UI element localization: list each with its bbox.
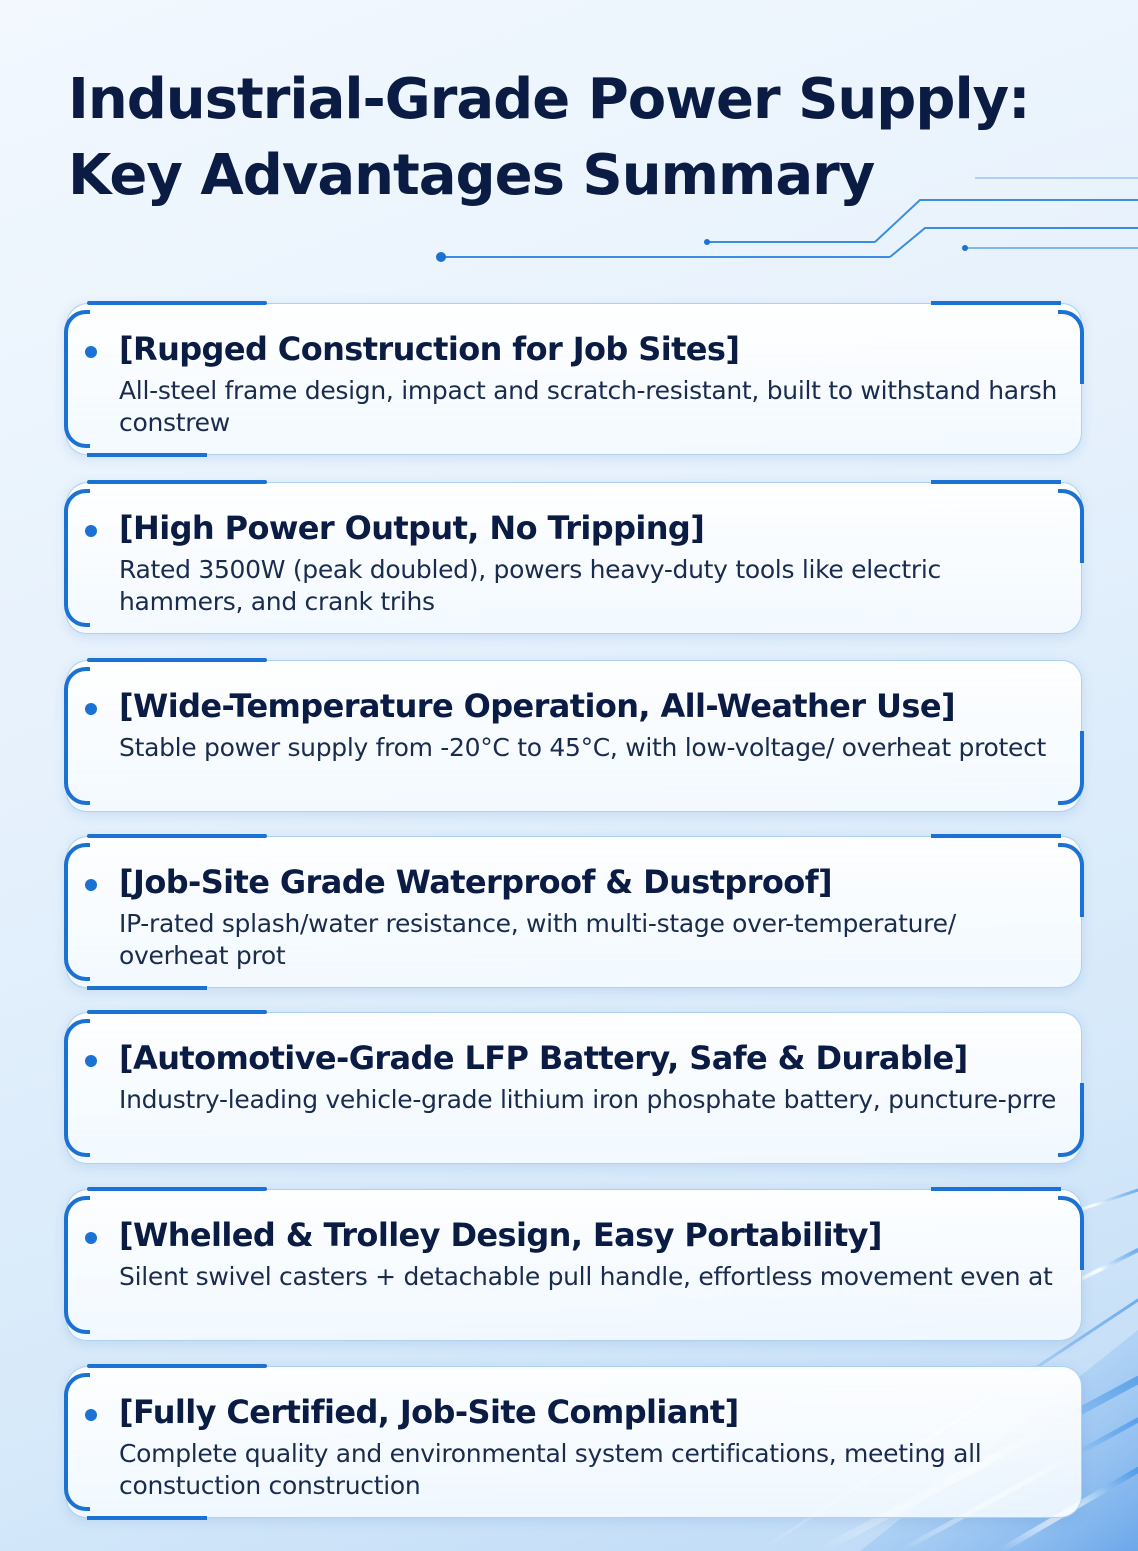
feature-description: IP-rated splash/water resistance, with multi-stage over-temperature/ overheat prot xyxy=(119,909,956,970)
feature-description: Stable power supply from -20°C to 45°C, with low-voltage/ overheat protect xyxy=(119,733,1047,762)
card-accent-left xyxy=(64,667,90,805)
card-accent-top-right xyxy=(931,1187,1061,1191)
card-accent-left xyxy=(64,1019,90,1157)
card-accent-top-right xyxy=(931,480,1061,484)
feature-title: [Job-Site Grade Waterproof & Dustproof] xyxy=(119,863,833,901)
card-accent-top xyxy=(87,1010,267,1014)
bullet-icon xyxy=(85,525,97,537)
card-accent-top xyxy=(87,1364,267,1368)
card-accent-left xyxy=(64,310,90,448)
card-accent-top xyxy=(87,480,267,484)
feature-title: [High Power Output, No Tripping] xyxy=(119,509,705,547)
bullet-icon xyxy=(85,1055,97,1067)
feature-description: Industry-leading vehicle-grade lithium iron phosphate battery, puncture-prre xyxy=(119,1085,1057,1114)
bullet-icon xyxy=(85,879,97,891)
page-title xyxy=(68,62,1068,214)
feature-card-trolley-design xyxy=(66,1189,1082,1341)
feature-card-certified xyxy=(66,1366,1082,1518)
feature-title: [Wide-Temperature Operation, All-Weather Use] xyxy=(119,687,955,725)
card-accent-bottom xyxy=(87,986,207,990)
feature-card-rugged-construction xyxy=(66,303,1082,455)
feature-description: Complete quality and environmental system certifications, meeting all constuction construction xyxy=(119,1439,982,1500)
card-accent-right xyxy=(1058,1083,1084,1157)
bullet-icon xyxy=(85,346,97,358)
bullet-icon xyxy=(85,703,97,715)
page-title-line-2: Key Advantages Summary xyxy=(68,143,875,208)
page-title-line-1: Industrial-Grade Power Supply: xyxy=(68,67,1030,132)
card-accent-left xyxy=(64,1196,90,1334)
card-accent-left xyxy=(64,843,90,981)
feature-description: Silent swivel casters + detachable pull handle, effortless movement even at xyxy=(119,1262,1053,1291)
feature-title: [Fully Certified, Job-Site Compliant] xyxy=(119,1393,739,1431)
bullet-icon xyxy=(85,1409,97,1421)
feature-card-wide-temperature xyxy=(66,660,1082,812)
feature-title: [Rupged Construction for Job Sites] xyxy=(119,330,740,368)
card-accent-top-right xyxy=(931,301,1061,305)
card-accent-top xyxy=(87,834,267,838)
card-accent-bottom xyxy=(87,1516,207,1520)
feature-title: [Whelled & Trolley Design, Easy Portability] xyxy=(119,1216,882,1254)
card-accent-top xyxy=(87,658,267,662)
card-accent-top xyxy=(87,1187,267,1191)
feature-description: Rated 3500W (peak doubled), powers heavy-duty tools like electric hammers, and crank trihs xyxy=(119,555,941,616)
card-accent-left xyxy=(64,1373,90,1511)
feature-card-waterproof-dustproof xyxy=(66,836,1082,988)
bullet-icon xyxy=(85,1232,97,1244)
card-accent-top xyxy=(87,301,267,305)
card-accent-bottom xyxy=(87,453,207,457)
feature-card-high-power xyxy=(66,482,1082,634)
card-accent-left xyxy=(64,489,90,627)
feature-description: All-steel frame design, impact and scratch-resistant, built to withstand harsh constrew xyxy=(119,376,1058,437)
feature-title: [Automotive-Grade LFP Battery, Safe & Durable] xyxy=(119,1039,968,1077)
card-accent-right xyxy=(1058,731,1084,805)
feature-card-lfp-battery xyxy=(66,1012,1082,1164)
card-accent-top-right xyxy=(931,834,1061,838)
